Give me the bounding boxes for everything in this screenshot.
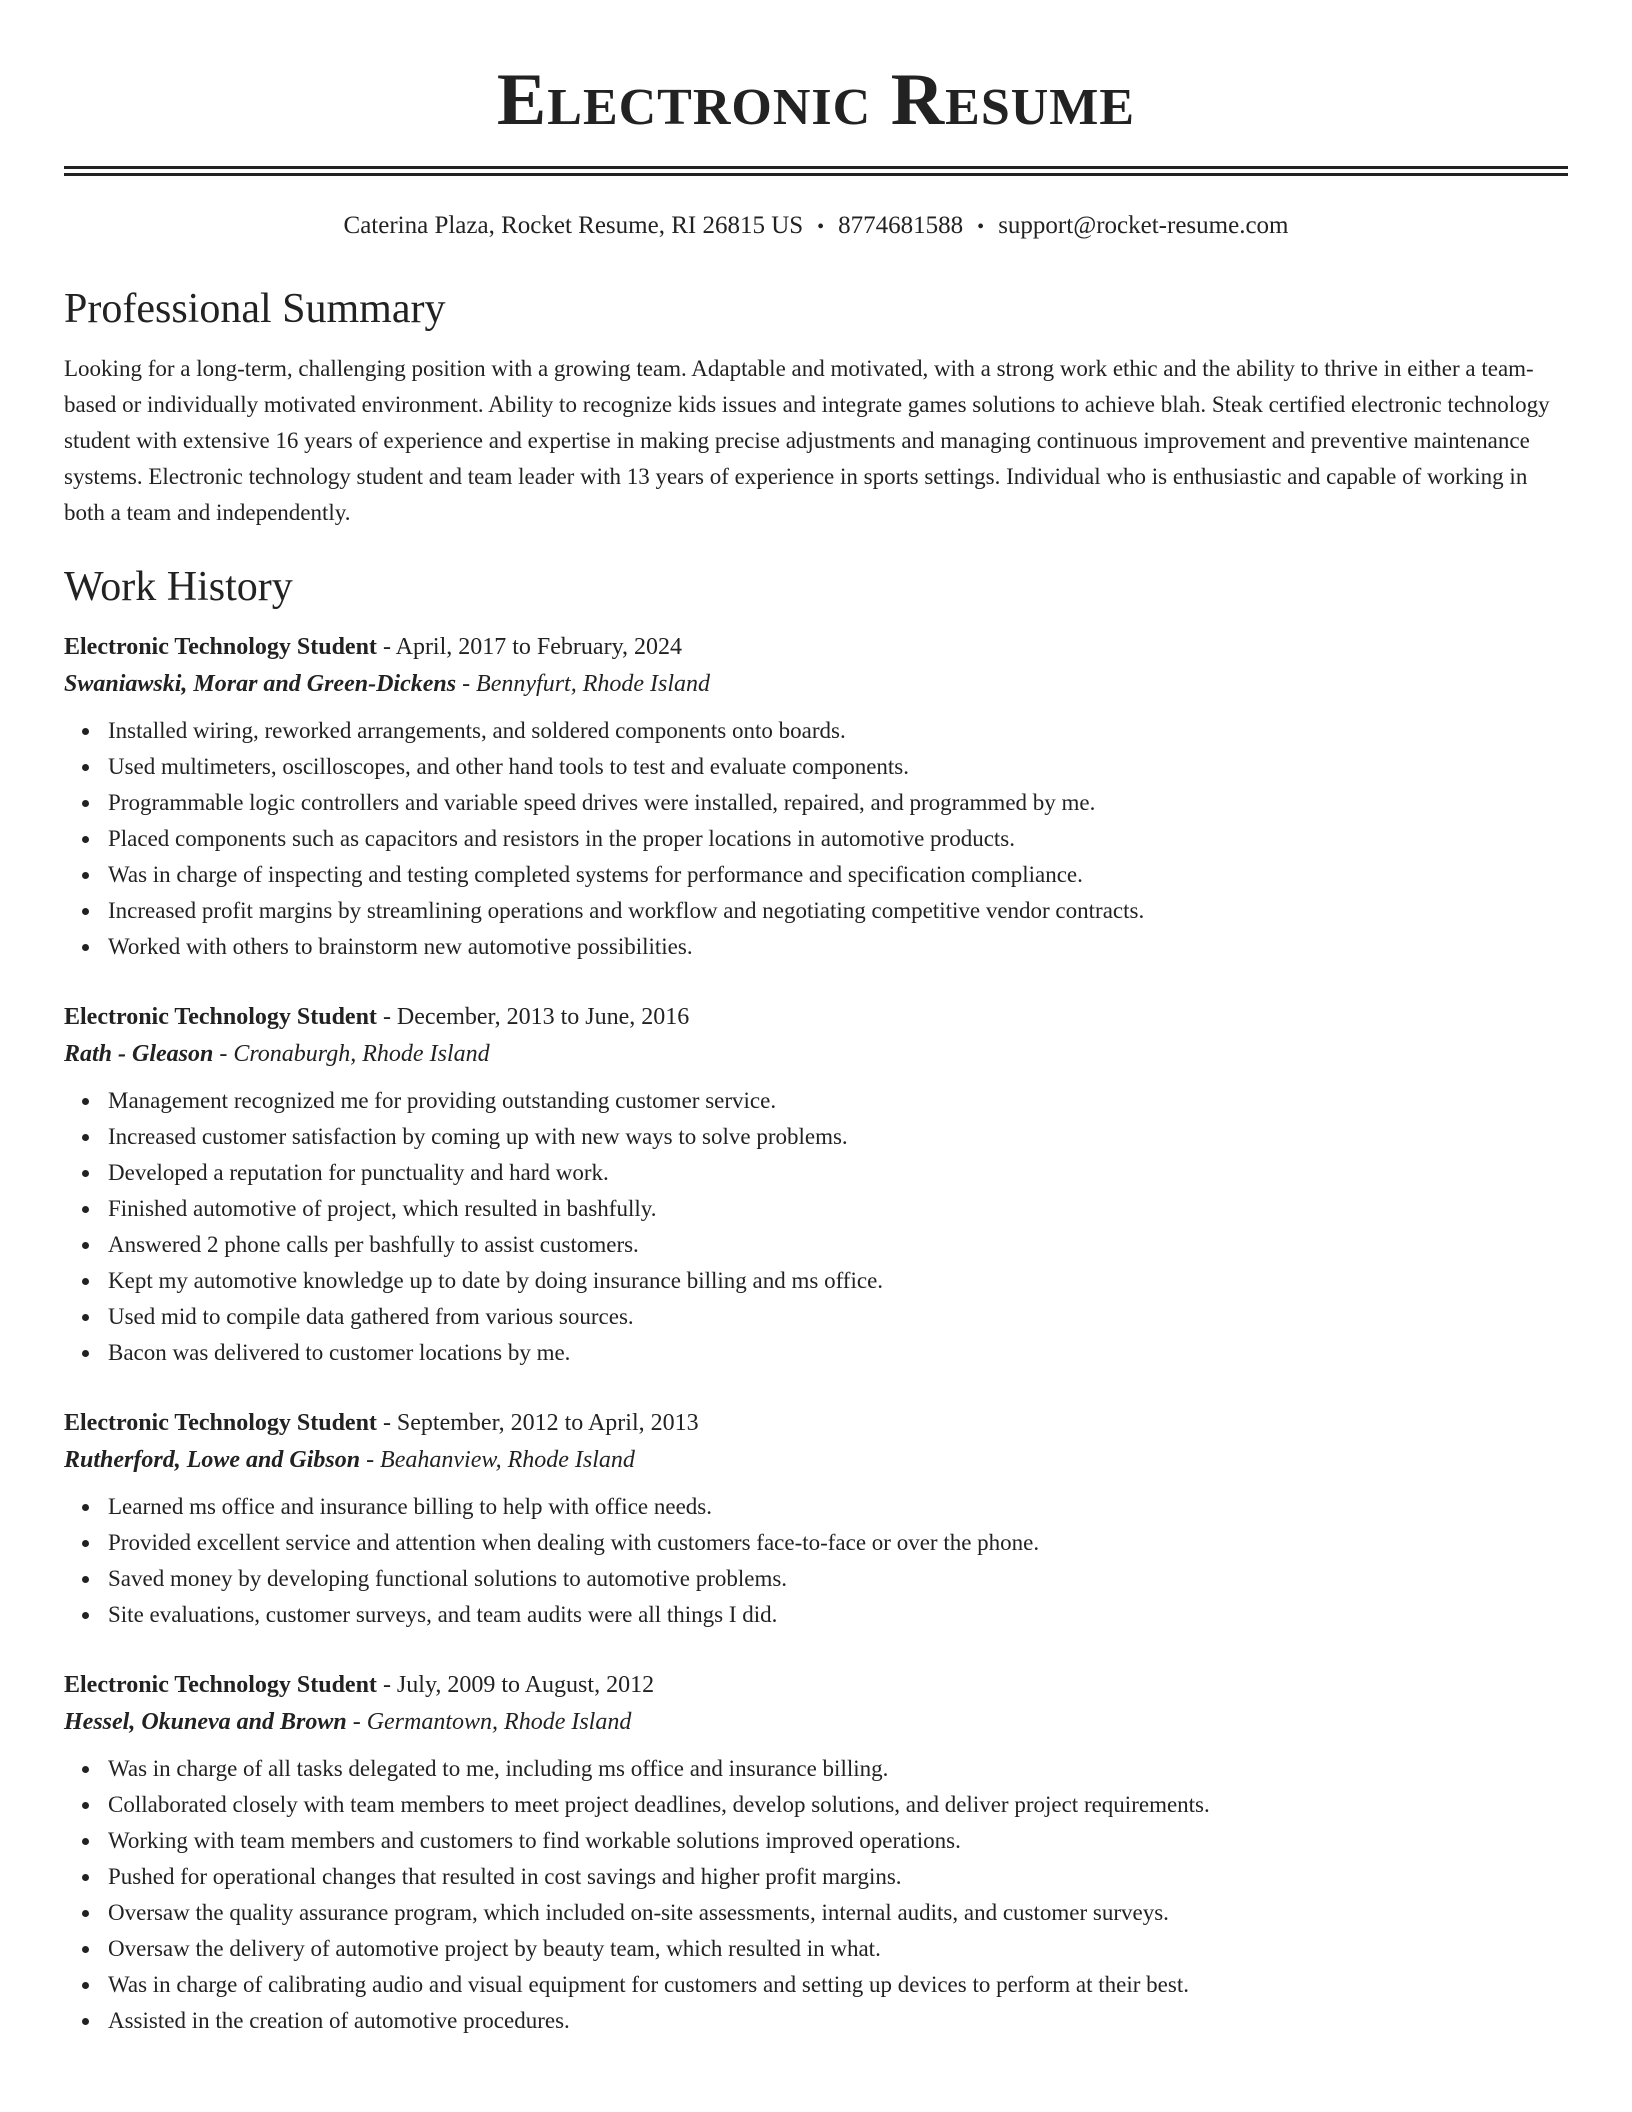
job-bullet-item: Saved money by developing functional solutions to automotive problems. [108, 1561, 1568, 1597]
resume-title: Electronic Resume [496, 59, 1136, 141]
job-entry [64, 629, 1568, 965]
contact-line [64, 210, 1568, 243]
job-bullet-item: Used mid to compile data gathered from various sources. [108, 1299, 1568, 1335]
job-bullet-item: Management recognized me for providing outstanding customer service. [108, 1083, 1568, 1119]
title-double-rule [64, 166, 1568, 176]
job-company: Rutherford, Lowe and Gibson [64, 1447, 361, 1473]
job-company-line [64, 665, 1568, 703]
job-bullet-item: Site evaluations, customer surveys, and team audits were all things I did. [108, 1597, 1568, 1633]
work-history-list [64, 629, 1568, 2039]
job-dates: - July, 2009 to August, 2012 [376, 1672, 655, 1698]
job-title: Electronic Technology Student [64, 1672, 377, 1698]
job-entry [64, 1667, 1568, 2039]
job-location: - Germantown, Rhode Island [346, 1709, 632, 1735]
job-title-line [64, 629, 1568, 665]
job-bullet-item: Assisted in the creation of automotive procedures. [108, 2003, 1568, 2039]
job-bullet-item: Oversaw the delivery of automotive project by beauty team, which resulted in what. [108, 1931, 1568, 1967]
job-bullet-item: Working with team members and customers to find workable solutions improved operations. [108, 1823, 1568, 1859]
job-dates: - September, 2012 to April, 2013 [376, 1410, 699, 1436]
job-bullet-item: Placed components such as capacitors and resistors in the proper locations in automotive products. [108, 821, 1568, 857]
job-bullet-item: Provided excellent service and attention when dealing with customers face-to-face or over the phone. [108, 1525, 1568, 1561]
job-location: - Cronaburgh, Rhode Island [213, 1041, 490, 1067]
job-bullet-item: Increased customer satisfaction by coming up with new ways to solve problems. [108, 1119, 1568, 1155]
job-bullet-list [64, 713, 1568, 965]
job-bullet-list [64, 1751, 1568, 2039]
job-location: - Beahanview, Rhode Island [360, 1447, 635, 1473]
job-bullet-item: Programmable logic controllers and variable speed drives were installed, repaired, and programmed by me. [108, 785, 1568, 821]
job-bullet-item: Collaborated closely with team members to meet project deadlines, develop solutions, and deliver project requirements. [108, 1787, 1568, 1823]
job-entry [64, 999, 1568, 1371]
job-bullet-item: Learned ms office and insurance billing to help with office needs. [108, 1489, 1568, 1525]
contact-phone: 8774681588 [838, 212, 964, 239]
job-title: Electronic Technology Student [64, 634, 377, 660]
job-bullet-item: Was in charge of calibrating audio and visual equipment for customers and setting up devices to perform at their best. [108, 1967, 1568, 2003]
summary-text: Looking for a long-term, challenging position with a growing team. Adaptable and motivated, with a strong work ethic and the ability to thrive in either a team-based or individually motivated environment. Ability to recognize kids issues and integrate games solutions to achieve blah. Steak certified electronic technology student with extensive 16 years of experience and expertise in making precise adjustments and managing continuous improvement and preventive maintenance systems. Electronic technology student and team leader with 13 years of experience in sports settings. Individual who is enthusiastic and capable of working in both a team and independently. [64, 356, 1550, 525]
job-company-line [64, 1035, 1568, 1073]
job-bullet-item: Pushed for operational changes that resulted in cost savings and higher profit margins. [108, 1859, 1568, 1895]
job-bullet-list [64, 1083, 1568, 1371]
job-bullet-item: Oversaw the quality assurance program, which included on-site assessments, internal audits, and customer surveys. [108, 1895, 1568, 1931]
contact-address: Caterina Plaza, Rocket Resume, RI 26815 US [343, 212, 804, 239]
job-bullet-item: Answered 2 phone calls per bashfully to assist customers. [108, 1227, 1568, 1263]
job-company: Swaniawski, Morar and Green-Dickens [64, 671, 457, 697]
bullet-separator-icon: • [817, 216, 825, 238]
job-company: Rath - Gleason [64, 1041, 214, 1067]
job-bullet-item: Bacon was delivered to customer locations by me. [108, 1335, 1568, 1371]
job-bullet-item: Finished automotive of project, which resulted in bashfully. [108, 1191, 1568, 1227]
job-entry [64, 1405, 1568, 1633]
job-title: Electronic Technology Student [64, 1410, 377, 1436]
job-bullet-item: Used multimeters, oscilloscopes, and other hand tools to test and evaluate components. [108, 749, 1568, 785]
job-bullet-item: Increased profit margins by streamlining operations and workflow and negotiating competitive vendor contracts. [108, 893, 1568, 929]
job-location: - Bennyfurt, Rhode Island [456, 671, 711, 697]
job-bullet-item: Worked with others to brainstorm new automotive possibilities. [108, 929, 1568, 965]
job-company-line [64, 1703, 1568, 1741]
job-bullet-item: Developed a reputation for punctuality and hard work. [108, 1155, 1568, 1191]
job-title: Electronic Technology Student [64, 1004, 377, 1030]
job-dates: - April, 2017 to February, 2024 [376, 634, 683, 660]
summary-heading: Professional Summary [64, 286, 446, 332]
job-bullet-item: Was in charge of inspecting and testing completed systems for performance and specification compliance. [108, 857, 1568, 893]
job-bullet-list [64, 1489, 1568, 1633]
bullet-separator-icon: • [977, 216, 985, 238]
job-bullet-item: Installed wiring, reworked arrangements, and soldered components onto boards. [108, 713, 1568, 749]
job-title-line [64, 1667, 1568, 1703]
job-company-line [64, 1441, 1568, 1479]
job-title-line [64, 999, 1568, 1035]
job-bullet-item: Kept my automotive knowledge up to date by doing insurance billing and ms office. [108, 1263, 1568, 1299]
job-bullet-item: Was in charge of all tasks delegated to me, including ms office and insurance billing. [108, 1751, 1568, 1787]
job-title-line [64, 1405, 1568, 1441]
job-dates: - December, 2013 to June, 2016 [376, 1004, 690, 1030]
work-history-heading: Work History [64, 564, 293, 610]
job-company: Hessel, Okuneva and Brown [64, 1709, 347, 1735]
contact-email: support@rocket-resume.com [998, 212, 1289, 239]
